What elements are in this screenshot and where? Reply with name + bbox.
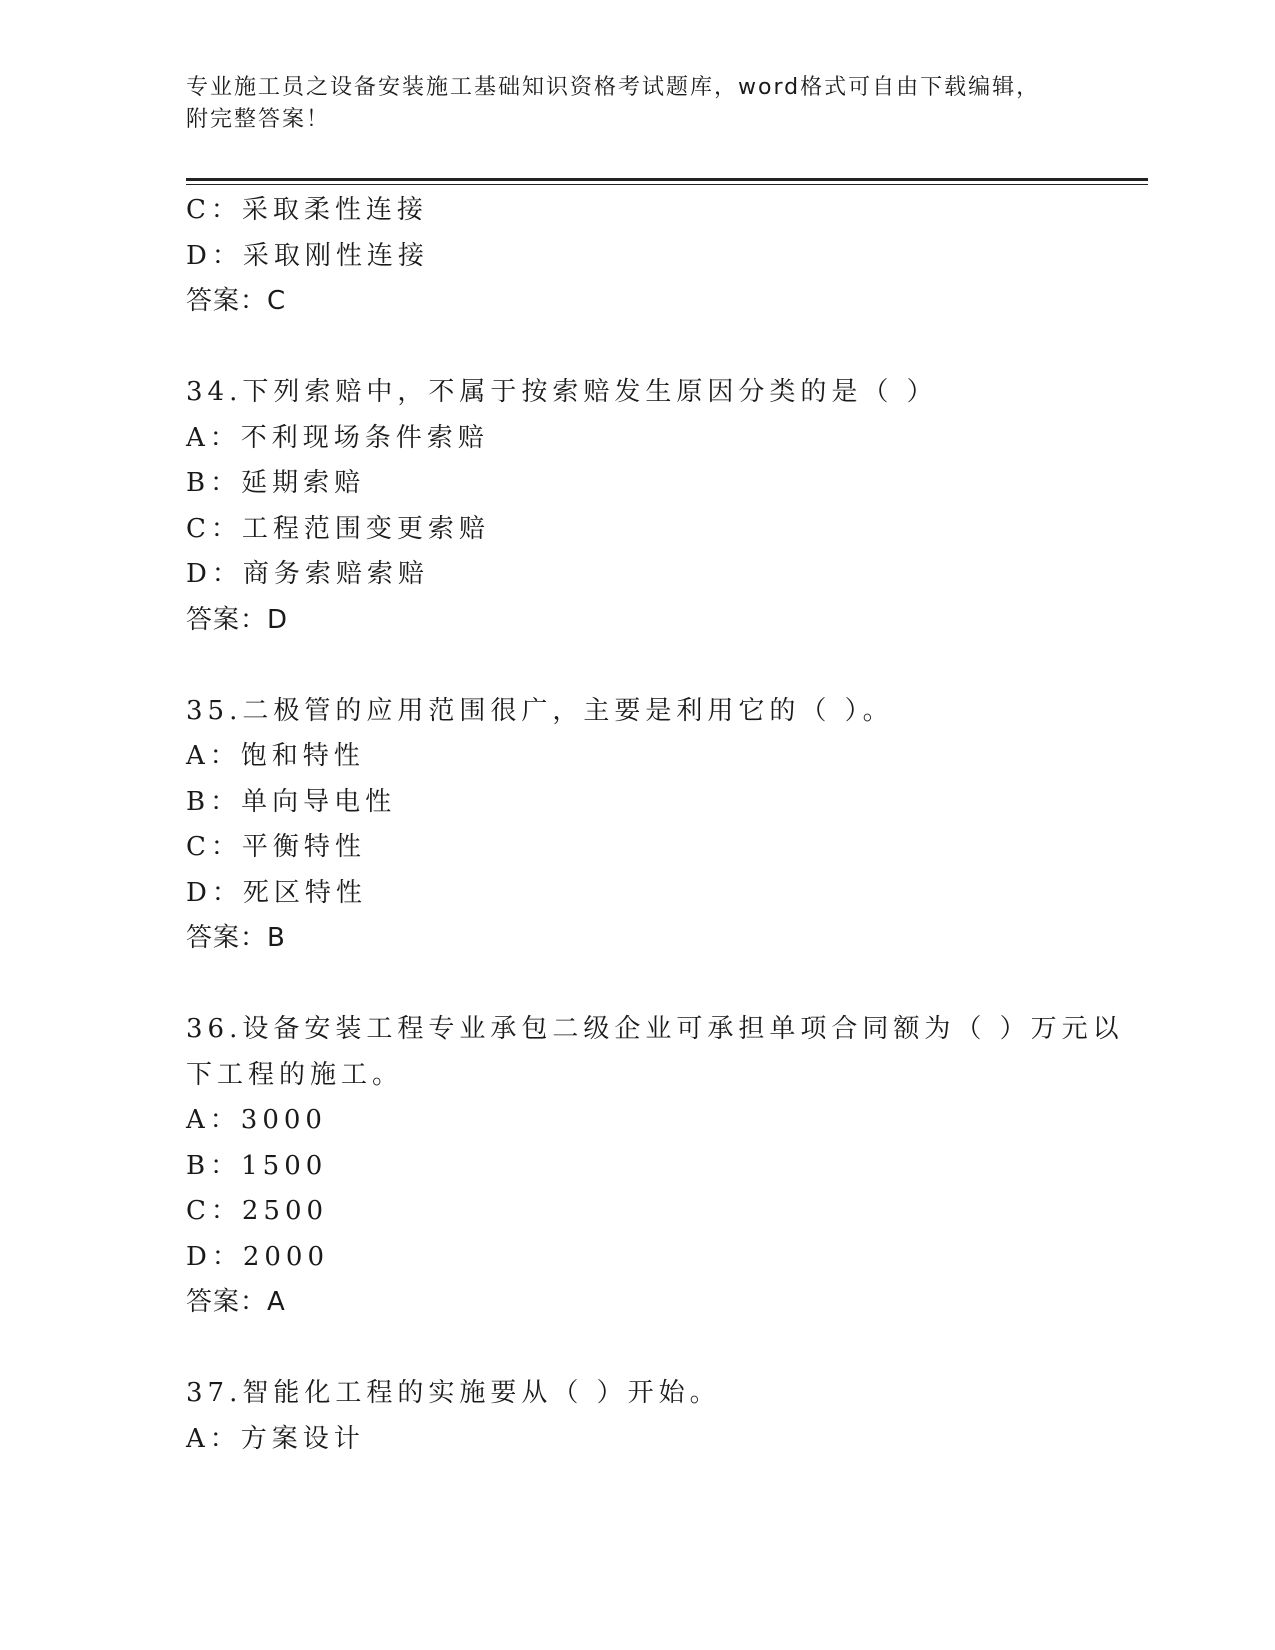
question-stem-line-1: 36.设备安装工程专业承包二级企业可承担单项合同额为（ ）万元以	[186, 1014, 1124, 1044]
answer-line: 答案：B	[186, 923, 286, 953]
option-a: A：不利现场条件索赔	[186, 422, 489, 453]
option-d: D：2000	[186, 1241, 330, 1272]
answer-line: 答案：C	[186, 286, 287, 316]
page-header	[186, 72, 1066, 136]
option-a: A：方案设计	[186, 1423, 365, 1454]
spacer	[186, 643, 1086, 689]
spacer	[186, 325, 1086, 371]
answer-line: 答案：D	[186, 604, 289, 635]
question-stem: 35.二极管的应用范围很广，主要是利用它的（ ）。	[186, 695, 894, 726]
question-block-36	[186, 1007, 1124, 1326]
option-d: D：采取刚性连接	[186, 240, 429, 271]
question-list	[186, 188, 1124, 1462]
question-stem: 34.下列索赔中，不属于按索赔发生原因分类的是（ ）	[186, 377, 938, 407]
spacer	[186, 962, 1086, 1008]
option-c: C：工程范围变更索赔	[186, 513, 490, 544]
question-stem: 37.智能化工程的实施要从（ ）开始。	[186, 1378, 721, 1408]
question-block-34	[186, 370, 1086, 643]
header-line-2: 附完整答案！	[186, 107, 331, 132]
spacer	[186, 1326, 1086, 1372]
question-stem-line-2: 下工程的施工。	[186, 1059, 404, 1090]
option-c: C：采取柔性连接	[186, 195, 428, 225]
option-b: B：延期索赔	[186, 468, 366, 498]
header-divider-thin	[186, 184, 1148, 185]
question-block-prev	[186, 188, 1086, 325]
option-b: B：单向导电性	[186, 786, 397, 817]
option-a: A：3000	[186, 1105, 327, 1135]
question-block-37	[186, 1371, 1086, 1462]
option-d: D：商务索赔索赔	[186, 559, 429, 589]
answer-line: 答案：A	[186, 1287, 286, 1317]
header-divider-thick	[186, 178, 1148, 181]
question-block-35	[186, 689, 1086, 962]
option-a: A：饱和特性	[186, 741, 365, 771]
option-b: B：1500	[186, 1150, 328, 1181]
option-c: C：平衡特性	[186, 832, 366, 862]
header-line-1: 专业施工员之设备安装施工基础知识资格考试题库，word格式可自由下载编辑，	[186, 75, 1041, 100]
option-d: D：死区特性	[186, 877, 367, 908]
option-c: C：2500	[186, 1196, 329, 1226]
